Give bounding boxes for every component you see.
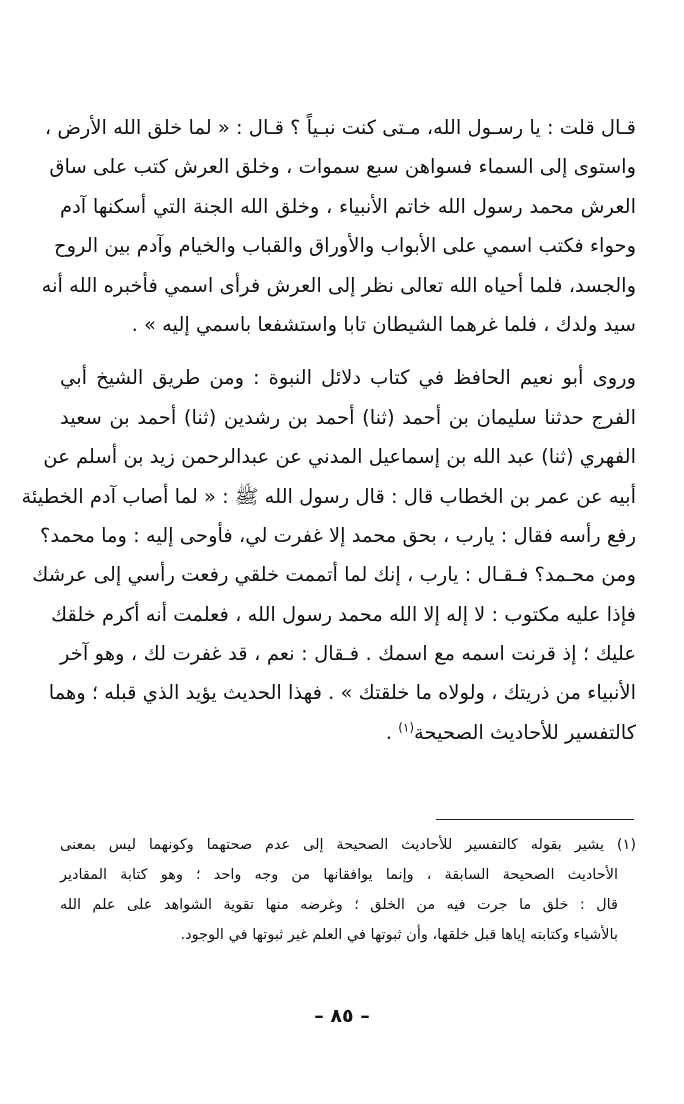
footnote-line: بالأشياء وكتابته إياها قبل خلقها، وأن ثبوتها في العلم غير ثبوتها في الوجود. xyxy=(180,927,618,943)
footnote-line: الأحاديث الصحيحة السابقة ، وإنما يوافقانها من وجه واحد ؛ وهو كتابة المقادير xyxy=(60,867,618,883)
text-line: والجسد، فلما أحياه الله تعالى نظر إلى العرش فرأى اسمي فأخبره الله أنه xyxy=(41,273,636,297)
text-line: أبيه عن عمر بن الخطاب قال : قال رسول الله ﷺ : « لما أصاب آدم الخطيئة xyxy=(21,484,636,508)
footnotes xyxy=(60,830,636,950)
text-line: فإذا عليه مكتوب : لا إله إلا الله محمد رسول الله ، فعلمت أنه أكرم خلقك xyxy=(51,602,636,626)
text-line: وروى أبو نعيم الحافظ في كتاب دلائل النبوة : ومن طريق الشيخ أبي xyxy=(60,366,636,390)
text-line: العرش محمد رسول الله خاتم الأنبياء ، وخلق الله الجنة التي أسكنها آدم xyxy=(60,194,636,218)
page-body xyxy=(21,108,636,752)
text-line: الأنبياء من ذريتك ، ولولاه ما خلقتك » . فهذا الحديث يؤيد الذي قبله ؛ وهما xyxy=(48,681,636,705)
text-line-final-text: كالتفسير للأحاديث الصحيحة xyxy=(414,720,636,744)
page-number: – ٨٥ – xyxy=(314,1005,370,1027)
text-line: وحواء فكتب اسمي على الأبواب والأوراق والقباب والخيام وآدم بين الروح xyxy=(54,234,636,258)
text-line: ومن محـمد؟ فـقـال : يارب ، إنك لما أتممت خلقي رفعت رأسي إلى عرشك xyxy=(32,563,636,587)
footnote-line: قال : خلق ما جرت فيه من الخلق ؛ وغرضه منها تقوية الشواهد على علم الله xyxy=(60,897,618,913)
text-line: عليك ؛ إذ قرنت اسمه مع اسمك . فـقال : نعم ، قد غفرت لك ، وهو آخر xyxy=(60,642,636,666)
text-line: رفع رأسه فقال : يارب ، بحق محمد إلا غفرت لي، فأوحى إليه : وما محمد؟ xyxy=(40,523,636,547)
footnote-line: (١) يشير بقوله كالتفسير للأحاديث الصحيحة إلى عدم صحتهما وكونهما ليس بمعنى xyxy=(60,837,636,853)
footnote-reference[interactable]: (١) xyxy=(398,720,415,735)
text-line: واستوى إلى السماء فسواهن سبع سموات ، وخلق العرش كتب على ساق xyxy=(49,155,636,179)
paragraph-1 xyxy=(41,108,636,344)
text-line: قـال قلت : يا رسـول الله، مـتى كنت نبـياً ؟ قـال : « لما خلق الله الأرض ، xyxy=(44,116,636,139)
paragraph-2 xyxy=(21,358,636,752)
text-line: الفهري (ثنا) عبد الله بن إسماعيل المدني عن عبدالرحمن زيد بن أسلم عن xyxy=(43,445,636,469)
text-line-final-period: . xyxy=(385,720,392,744)
text-line: الفرج حدثنا سليمان بن أحمد (ثنا) أحمد بن رشدين (ثنا) أحمد بن سعيد xyxy=(60,405,636,429)
text-line-final xyxy=(60,713,636,752)
footnote-separator xyxy=(436,819,634,820)
text-line: سيد ولدك ، فلما غرهما الشيطان تابا واستشفعا باسمي إليه » . xyxy=(131,312,636,336)
